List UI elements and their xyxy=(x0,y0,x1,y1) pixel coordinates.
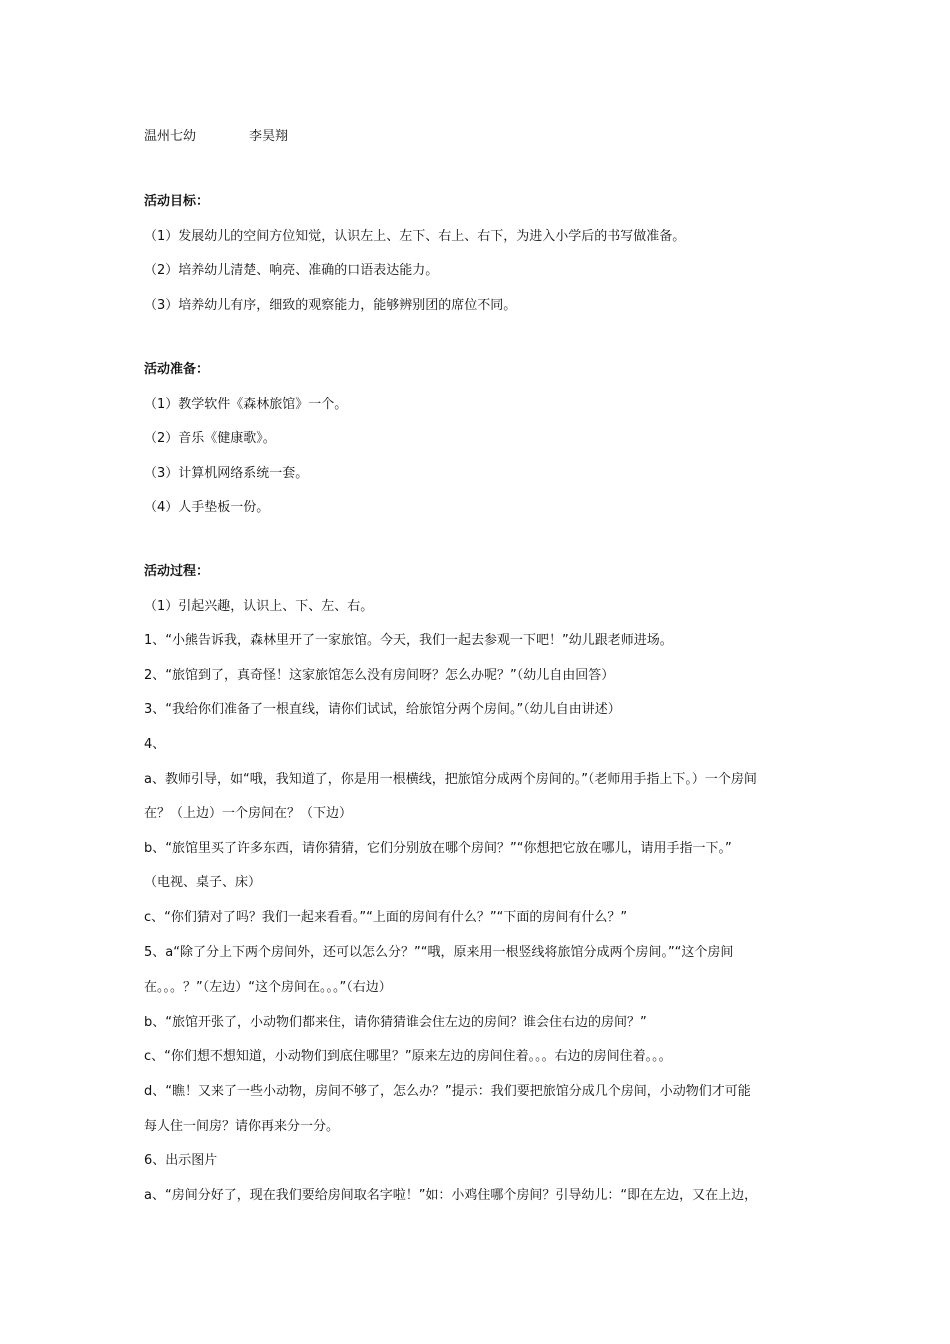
process-line: （电视、桌子、床） xyxy=(144,875,262,890)
process-line: （1）引起兴趣，认识上、下、左、右。 xyxy=(144,599,374,614)
process-line: 6、出示图片 xyxy=(144,1153,218,1168)
process-line: 每人住一间房？请你再来分一分。 xyxy=(144,1119,340,1134)
goal-item: （2）培养幼儿清楚、响亮、准确的口语表达能力。 xyxy=(144,263,439,278)
prep-item: （1）教学软件《森林旅馆》一个。 xyxy=(144,397,348,412)
goals-heading: 活动目标： xyxy=(144,194,210,209)
process-line: 3、“我给你们准备了一根直线，请你们试试，给旅馆分两个房间。”（幼儿自由讲述） xyxy=(144,702,621,717)
goal-item: （3）培养幼儿有序，细致的观察能力，能够辨别团的席位不同。 xyxy=(144,298,517,313)
process-line: b、“旅馆开张了，小动物们都来住，请你猜猜谁会住左边的房间？谁会住右边的房间？” xyxy=(144,1015,647,1030)
process-line: 2、“旅馆到了，真奇怪！这家旅馆怎么没有房间呀？怎么办呢？”（幼儿自由回答） xyxy=(144,668,615,683)
prep-heading: 活动准备： xyxy=(144,362,210,377)
goal-item: （1）发展幼儿的空间方位知觉，认识左上、左下、右上、右下，为进入小学后的书写做准备。 xyxy=(144,229,686,244)
prep-item: （3）计算机网络系统一套。 xyxy=(144,466,309,481)
prep-item: （2）音乐《健康歌》。 xyxy=(144,431,276,446)
prep-item: （4）人手垫板一份。 xyxy=(144,500,270,515)
process-line: c、“你们想不想知道，小动物们到底住哪里？”原来左边的房间住着。。。右边的房间住着。。。 xyxy=(144,1049,672,1064)
process-line: 1、“小熊告诉我，森林里开了一家旅馆。今天，我们一起去参观一下吧！”幼儿跟老师进场。 xyxy=(144,633,673,648)
header-author: 李昊翔 xyxy=(249,129,289,144)
process-line: 在？（上边）一个房间在？（下边） xyxy=(144,806,353,821)
process-line: 在。。。？”（左边）“这个房间在。。。”（右边） xyxy=(144,980,392,995)
header-school: 温州七幼 xyxy=(144,129,197,144)
process-line: a、教师引导，如“哦，我知道了，你是用一根横线，把旅馆分成两个房间的。”（老师用手指上下。）一个房间 xyxy=(144,772,757,787)
process-heading: 活动过程： xyxy=(144,564,210,579)
process-line: b、“旅馆里买了许多东西，请你猜猜，它们分别放在哪个房间？”“你想把它放在哪儿，请用手指一下。” xyxy=(144,841,732,856)
process-line: a、“房间分好了，现在我们要给房间取名字啦！”如：小鸡住哪个房间？引导幼儿：“即在左边，又在上边， xyxy=(144,1188,758,1203)
process-line: d、“瞧！又来了一些小动物，房间不够了，怎么办？”提示：我们要把旅馆分成几个房间，小动物们才可能 xyxy=(144,1084,751,1099)
process-line: c、“你们猜对了吗？我们一起来看看。”“上面的房间有什么？”“下面的房间有什么？” xyxy=(144,910,628,925)
process-line: 4、 xyxy=(144,737,166,752)
process-line: 5、a“除了分上下两个房间外，还可以怎么分？”“哦，原来用一根竖线将旅馆分成两个房间。”“这个房间 xyxy=(144,945,734,960)
